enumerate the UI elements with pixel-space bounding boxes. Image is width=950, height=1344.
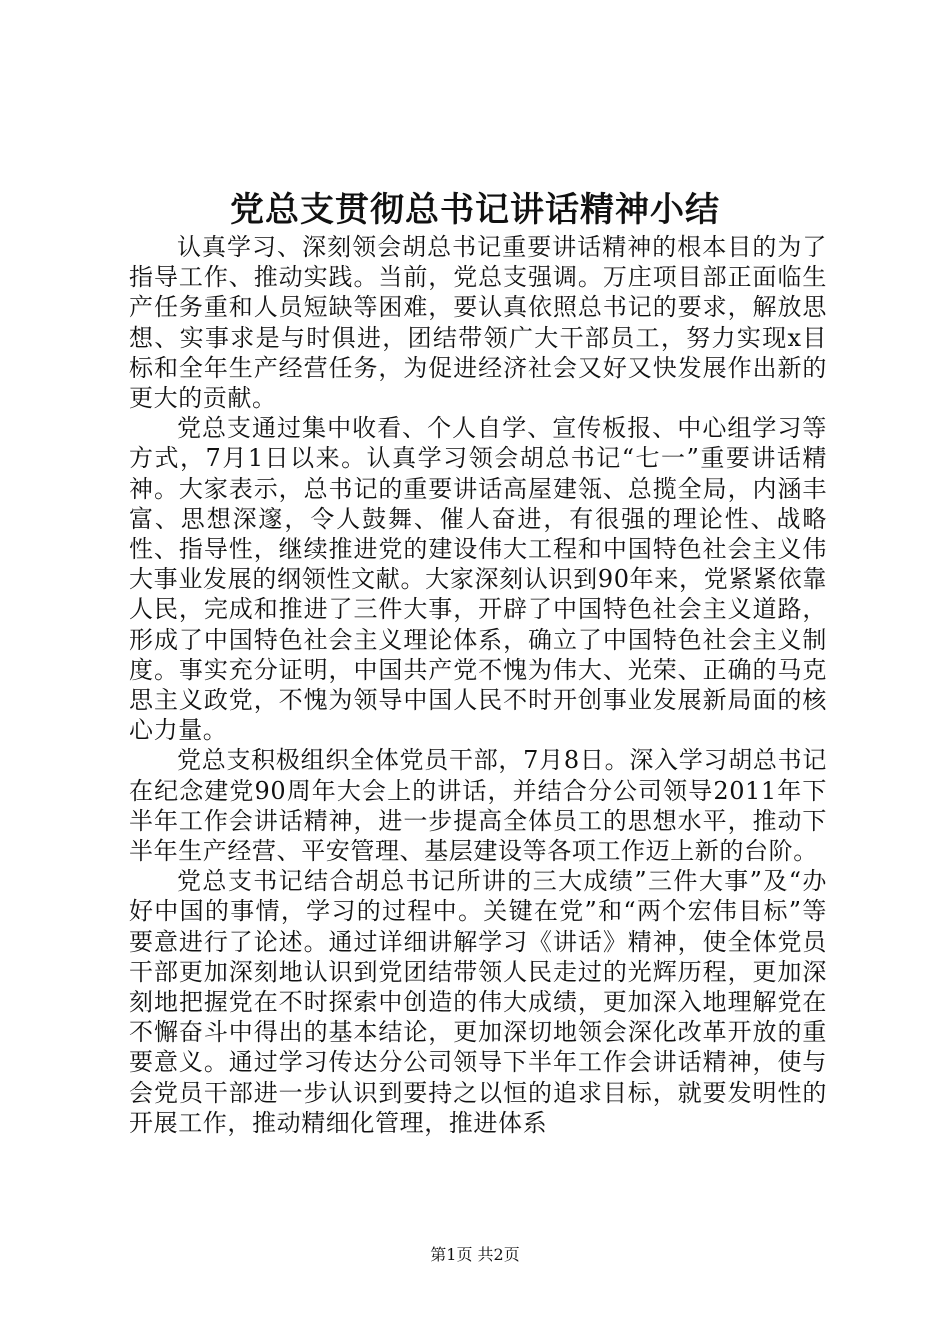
page-number-footer: 第1页 共2页	[430, 1245, 520, 1264]
paragraph-2: 党总支通过集中收看、个人自学、宣传板报、中心组学习等方式，7月1日以来。认真学习领会胡总书记“七一”重要讲话精神。大家表示，总书记的重要讲话高屋建瓴、总揽全局，内涵丰富、思想深邃，令人鼓舞、催人奋进，有很强的理论性、战略性、指导性，继续推进党的建设伟大工程和中国特色社会主义伟大事业发展的纲领性文献。大家深刻认识到90年来，党紧紧依靠人民，完成和推进了三件大事，开辟了中国特色社会主义道路，形成了中国特色社会主义理论体系，确立了中国特色社会主义制度。事实充分证明，中国共产党不愧为伟大、光荣、正确的马克思主义政党，不愧为领导中国人民不时开创事业发展新局面的核心力量。	[129, 414, 827, 745]
paragraph-1: 认真学习、深刻领会胡总书记重要讲话精神的根本目的为了指导工作、推动实践。当前，党总支强调。万庄项目部正面临生产任务重和人员短缺等困难，要认真依照总书记的要求，解放思想、实事求是与时俱进，团结带领广大干部员工，努力实现x目标和全年生产经营任务，为促进经济社会又好又快发展作出新的更大的贡献。	[129, 233, 827, 413]
document-title: 党总支贯彻总书记讲话精神小结	[230, 190, 720, 230]
document-body	[129, 232, 827, 1138]
paragraph-3: 党总支积极组织全体党员干部，7月8日。深入学习胡总书记在纪念建党90周年大会上的讲话，并结合分公司领导2011年下半年工作会讲话精神，进一步提高全体员工的思想水平，推动下半年生产经营、平安管理、基层建设等各项工作迈上新的台阶。	[129, 746, 827, 866]
paragraph-4: 党总支书记结合胡总书记所讲的三大成绩”三件大事”及“办好中国的事情，学习的过程中。关键在党”和“两个宏伟目标”等要意进行了论述。通过详细讲解学习《讲话》精神，使全体党员干部更加深刻地认识到党团结带领人民走过的光辉历程，更加深刻地把握党在不时探索中创造的伟大成绩，更加深入地理解党在不懈奋斗中得出的基本结论，更加深切地领会深化改革开放的重要意义。通过学习传达分公司领导下半年工作会讲话精神，使与会党员干部进一步认识到要持之以恒的追求目标，就要发明性的开展工作，推动精细化管理，推进体系	[129, 867, 827, 1137]
